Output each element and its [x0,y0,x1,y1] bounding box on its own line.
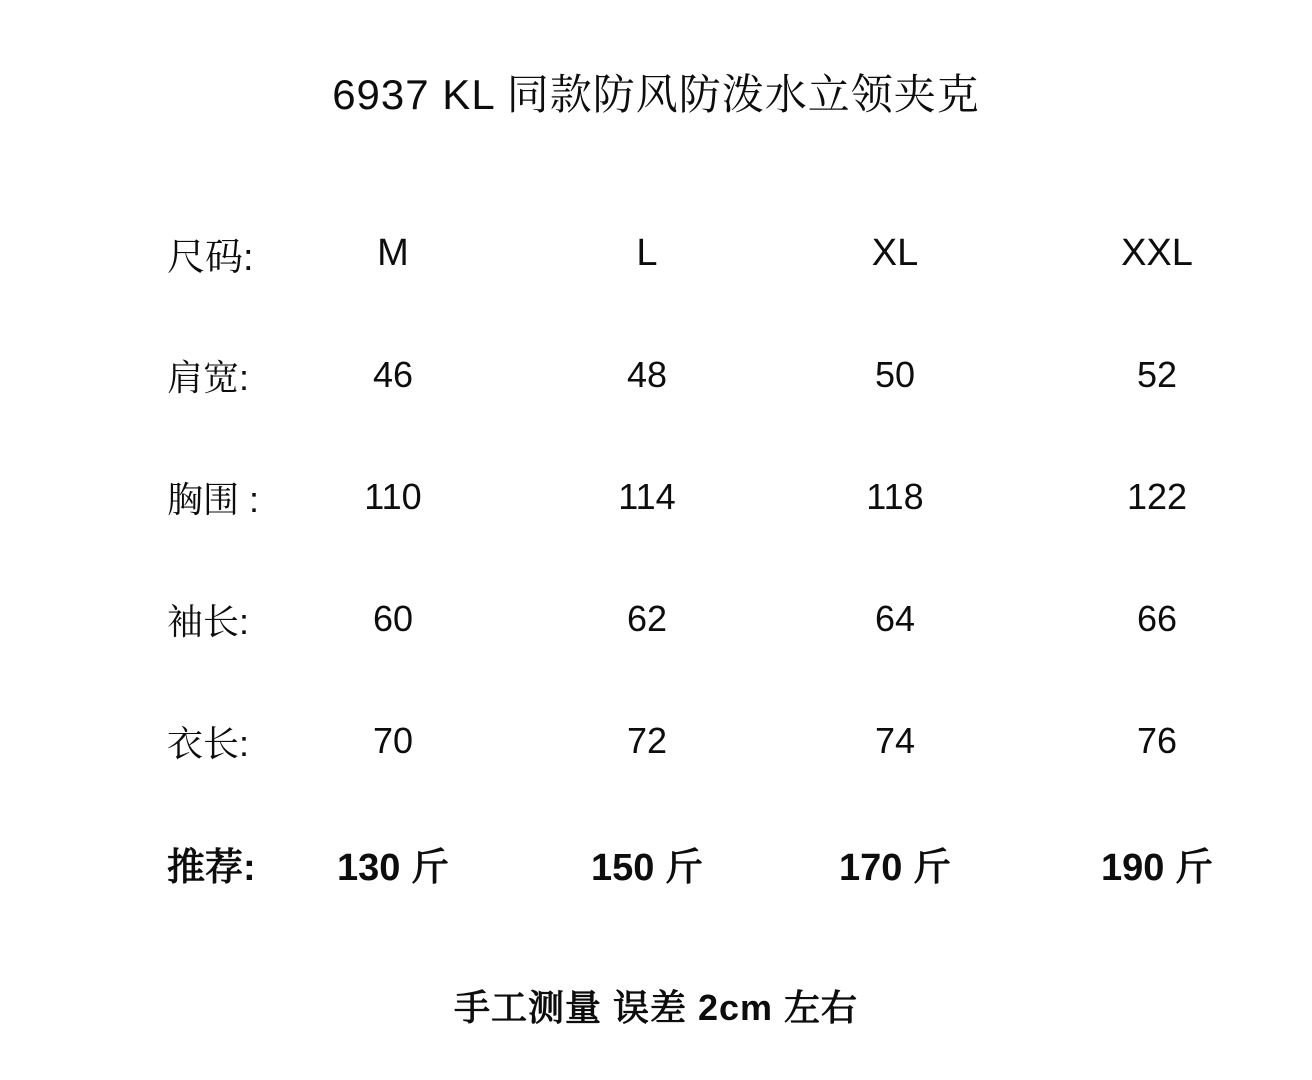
table-row-sleeve [39,558,1273,680]
cell-bust-xxl: 122 [1126,476,1188,517]
row-label-size: 尺码: [167,236,254,279]
cell-shoulder-m: 46 [372,354,414,395]
size-table [39,192,1273,924]
cell-length-m: 70 [372,720,414,761]
cell-sleeve-l: 62 [626,598,668,639]
row-label-recommend: 推荐: [167,846,256,889]
row-label-shoulder: 肩宽: [167,356,250,398]
table-row-bust [39,436,1273,558]
cell-length-l: 72 [626,720,668,761]
cell-sleeve-xxl: 66 [1136,598,1178,639]
cell-shoulder-l: 48 [626,354,668,395]
cell-recommend-xxl: 190 斤 [1101,846,1213,889]
row-label-length: 衣长: [167,722,250,764]
row-label-bust: 胸围 : [167,478,260,520]
measurement-note: 手工测量 误差 2cm 左右 [453,987,859,1028]
cell-sleeve-m: 60 [372,598,414,639]
cell-recommend-xl: 170 斤 [839,846,951,889]
table-row-shoulder [39,314,1273,436]
cell-length-xxl: 76 [1136,720,1178,761]
cell-bust-l: 114 [618,476,676,517]
cell-recommend-l: 150 斤 [591,846,703,889]
cell-shoulder-xxl: 52 [1136,354,1178,395]
cell-shoulder-xl: 50 [874,354,916,395]
cell-size-xl: XL [871,231,919,274]
cell-sleeve-xl: 64 [874,598,916,639]
cell-size-l: L [636,231,658,274]
cell-bust-m: 110 [364,476,422,517]
cell-size-m: M [377,231,409,274]
cell-length-xl: 74 [874,720,916,761]
row-label-sleeve: 袖长: [167,600,250,642]
table-row-recommend [39,802,1273,924]
table-row-size [39,192,1273,314]
cell-recommend-m: 130 斤 [337,846,449,889]
page-title: 6937 KL 同款防风防泼水立领夹克 [332,71,980,118]
cell-size-xxl: XXL [1121,231,1193,274]
table-row-length [39,680,1273,802]
cell-bust-xl: 118 [866,476,924,517]
